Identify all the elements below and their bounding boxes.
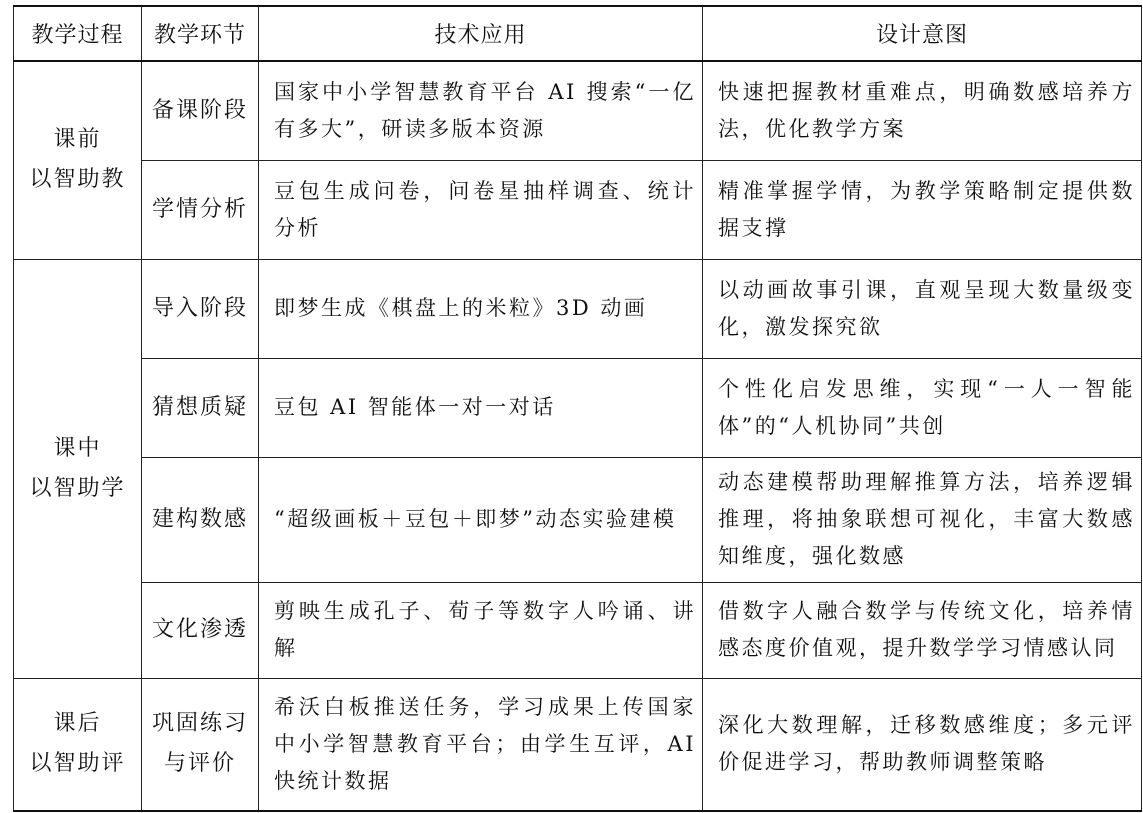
process-line2: 以智助评 — [29, 751, 126, 777]
intent-cell: 动态建模帮助理解推算方法，培养逻辑推理，将抽象联想可视化，丰富大数感知维度，强化数感 — [703, 457, 1142, 582]
stage-line2: 与评价 — [163, 751, 236, 777]
process-cell-after-class — [14, 678, 142, 811]
stage-cell — [142, 358, 259, 457]
process-line1: 课前 — [53, 127, 102, 153]
header-row — [14, 6, 1142, 61]
stage-line1: 文化渗透 — [151, 617, 248, 642]
stage-cell — [142, 582, 259, 678]
intent-cell: 以动画故事引课，直观呈现大数量级变化，激发探究欲 — [703, 259, 1142, 358]
intent-cell: 借数字人融合数学与传统文化，培养情感态度价值观，提升数学学习情感认同 — [703, 582, 1142, 678]
intent-cell: 个性化启发思维，实现“一人一智能体”的“人机协同”共创 — [703, 358, 1142, 457]
tech-cell: “超级画板＋豆包＋即梦”动态实验建模 — [259, 457, 703, 582]
table-row — [14, 678, 1142, 811]
table-row — [14, 160, 1142, 259]
stage-cell — [142, 259, 259, 358]
process-cell-in-class — [14, 259, 142, 678]
intent-cell: 深化大数理解，迁移数感维度；多元评价促进学习，帮助教师调整策略 — [703, 678, 1142, 811]
tech-cell: 希沃白板推送任务，学习成果上传国家中小学智慧教育平台；由学生互评，AI 快统计数据 — [259, 678, 703, 811]
stage-cell — [142, 457, 259, 582]
table-row — [14, 61, 1142, 160]
stage-line1: 猜想质疑 — [151, 394, 248, 420]
process-line2: 以智助教 — [29, 167, 126, 193]
tech-cell: 剪映生成孔子、荀子等数字人吟诵、讲解 — [259, 582, 703, 678]
process-cell-before-class — [14, 61, 142, 259]
header-process: 教学过程 — [14, 6, 142, 61]
process-line1: 课中 — [53, 435, 102, 461]
header-tech: 技术应用 — [259, 6, 703, 61]
header-stage: 教学环节 — [142, 6, 259, 61]
tech-cell: 即梦生成《棋盘上的米粒》3D 动画 — [259, 259, 703, 358]
stage-cell — [142, 61, 259, 160]
lesson-design-table — [13, 5, 1142, 812]
table-row — [14, 259, 1142, 358]
process-line1: 课后 — [53, 711, 102, 737]
table-row — [14, 457, 1142, 582]
stage-line1: 导入阶段 — [151, 295, 248, 321]
intent-cell: 精准掌握学情，为教学策略制定提供数据支撑 — [703, 160, 1142, 259]
table-row — [14, 582, 1142, 678]
table-row — [14, 358, 1142, 457]
intent-cell: 快速把握教材重难点，明确数感培养方法，优化教学方案 — [703, 61, 1142, 160]
stage-line1: 学情分析 — [151, 196, 248, 222]
header-intent: 设计意图 — [703, 6, 1142, 61]
stage-line1: 巩固练习 — [151, 711, 248, 737]
stage-cell — [142, 160, 259, 259]
tech-cell: 豆包 AI 智能体一对一对话 — [259, 358, 703, 457]
stage-line1: 建构数感 — [151, 506, 248, 532]
process-line2: 以智助学 — [29, 475, 126, 501]
stage-line1: 备课阶段 — [151, 97, 248, 123]
stage-cell — [142, 678, 259, 811]
tech-cell: 豆包生成问卷，问卷星抽样调查、统计分析 — [259, 160, 703, 259]
tech-cell: 国家中小学智慧教育平台 AI 搜索“一亿有多大”，研读多版本资源 — [259, 61, 703, 160]
